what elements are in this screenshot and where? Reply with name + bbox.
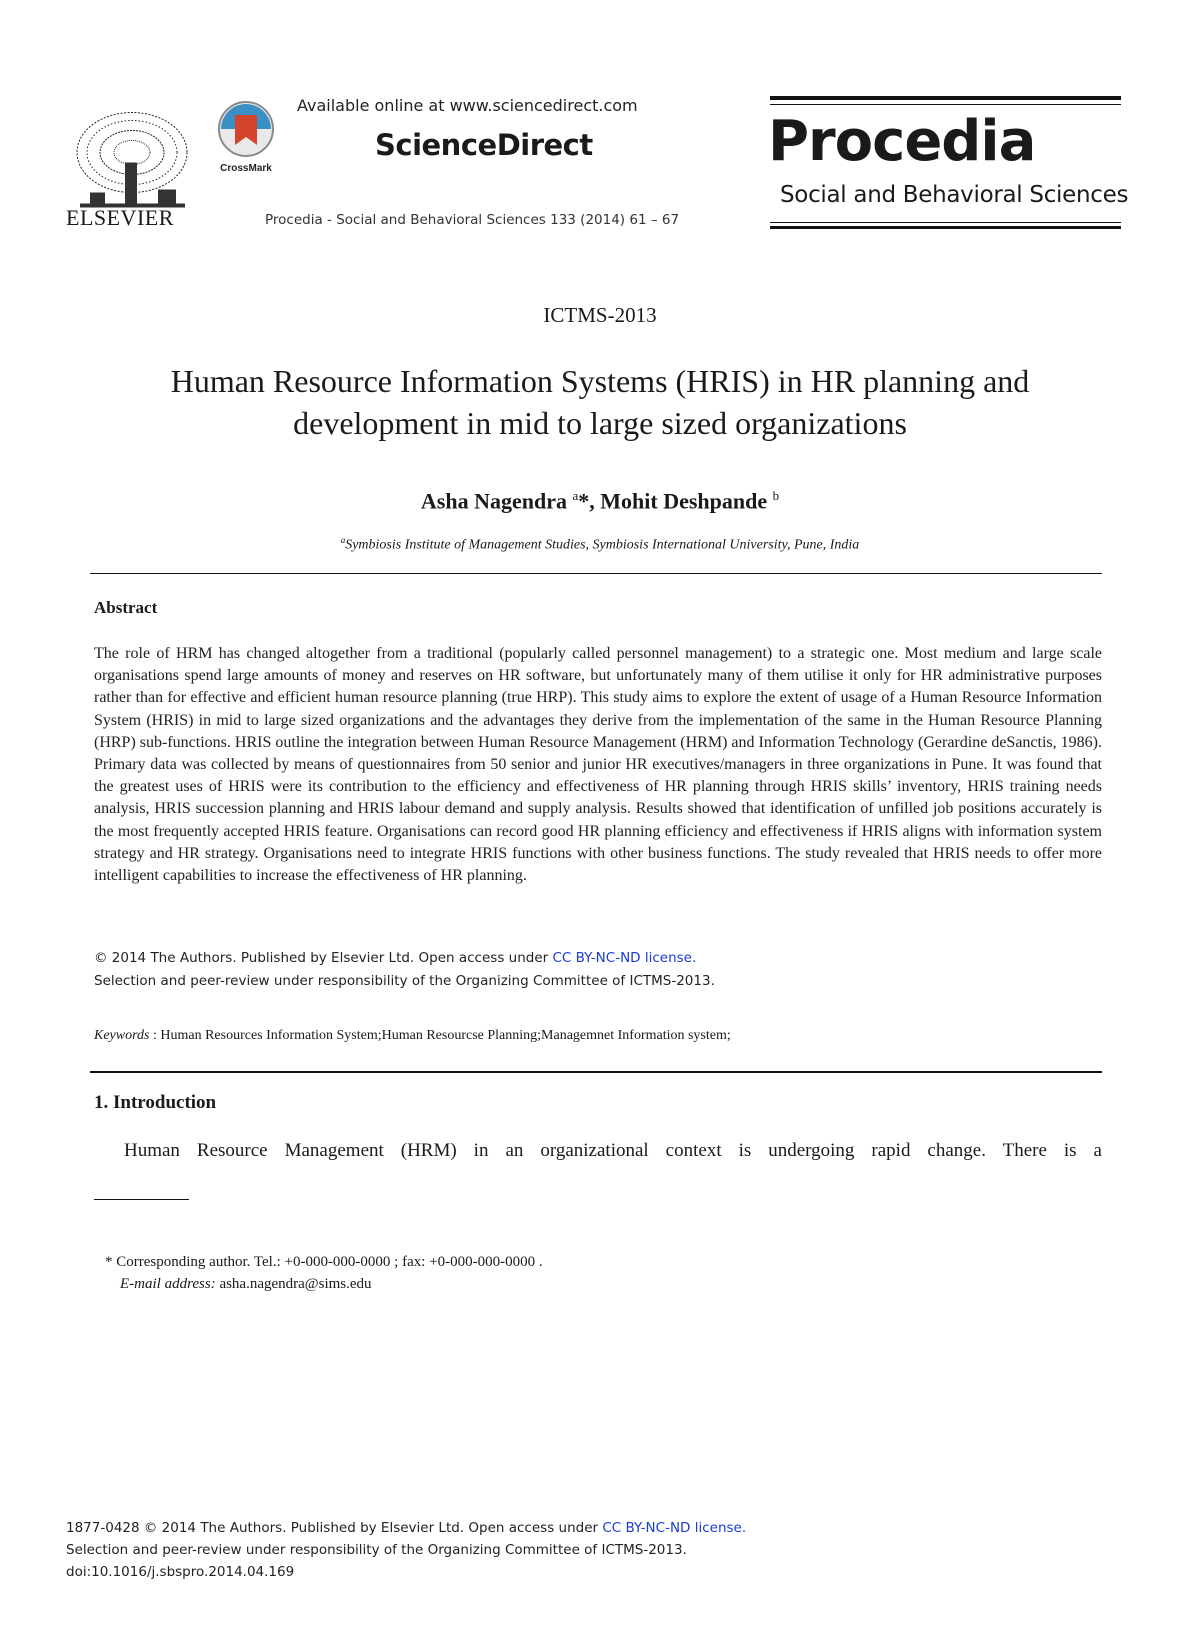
email-address[interactable]: asha.nagendra@sims.edu [215, 1276, 372, 1292]
author-1-affiliation-mark: a [572, 488, 579, 503]
copyright-notice [94, 950, 696, 966]
elsevier-wordmark: ELSEVIER [66, 205, 174, 230]
procedia-logo: Procedia [768, 109, 1036, 174]
procedia-rule-bottom [770, 226, 1121, 229]
affiliation-mark: a [340, 535, 346, 545]
crossmark-label: CrossMark [220, 163, 272, 174]
paper-title-line-2: development in mid to large sized organizations [293, 405, 907, 441]
paper-title-line-1: Human Resource Information Systems (HRIS) in HR planning and [170, 363, 1030, 399]
author-2: Mohit Deshpande [600, 488, 773, 514]
footnote-rule [94, 1199, 189, 1200]
keywords-text: : Human Resources Information System;Human Resourcse Planning;Managemnet Information system; [149, 1028, 731, 1043]
keywords [94, 1028, 731, 1044]
abstract-body: The role of HRM has changed altogether from a traditional (popularly called personnel management) to a strategic one. Most medium and large scale organisations spend large amounts of money and reserves on HR software, but unfortunately many of them utilise it only for HR administrative purposes rather than for effective and efficient human resource planning (true HRP). This study aims to explore the extent of usage of a Human Resource Information System (HRIS) in mid to large sized organizations and the advantages they derive from the implementation of the same in the Human Resource Planning (HRP) sub-functions. HRIS outline the integration between Human Resource Management (HRM) and Information Technology (Gerardine deSanctis, 1986). Primary data was collected by means of questionnaires from 50 senior and junior HR executives/managers in three organizations in Pune. It was found that the greatest uses of HRIS were its contribution to the efficiency and effectiveness of HR planning through HRIS skills’ inventory, HRIS training needs analysis, HRIS succession planning and HRIS labour demand and supply analysis. Results showed that identification of unfilled job positions accurately is the most frequently accepted HRIS feature. Organisations can record good HR planning efficiency and effectiveness if HRIS aligns with information system strategy and HR strategy. Organisations need to integrate HRIS functions with other business functions. The study revealed that HRIS needs to offer more intelligent capabilities to increase the effectiveness of HR planning. [94, 645, 1102, 885]
available-online-text: Available online at www.sciencedirect.com [297, 96, 638, 115]
keywords-bottom-rule [90, 1071, 1102, 1073]
crossmark-icon [210, 95, 282, 175]
email-note [120, 1276, 372, 1293]
email-label: E-mail address: [120, 1276, 216, 1292]
author-1: Asha Nagendra [420, 488, 573, 514]
conference-name: ICTMS-2013 [543, 303, 657, 327]
author-list [0, 488, 1200, 514]
section-heading-introduction: 1. Introduction [94, 1092, 217, 1113]
corresponding-mark: *, [578, 488, 601, 514]
keywords-label: Keywords [94, 1028, 150, 1043]
affiliation [0, 535, 1200, 554]
footer-peer-review: Selection and peer-review under responsibility of the Organizing Committee of ICTMS-2013. [66, 1542, 687, 1558]
corresponding-author-note: * Corresponding author. Tel.: +0-000-000-0000 ; fax: +0-000-000-0000 . [105, 1254, 543, 1270]
procedia-subtitle: Social and Behavioral Sciences [780, 182, 1129, 208]
procedia-rule-bottom-thin [770, 222, 1121, 223]
peer-review-notice: Selection and peer-review under responsibility of the Organizing Committee of ICTMS-2013. [94, 973, 715, 989]
license-link[interactable]: CC BY-NC-ND license. [552, 950, 697, 966]
issn-text: 1877-0428 © 2014 The Authors. Published by Elsevier Ltd. Open access under [66, 1520, 603, 1536]
doi-link[interactable]: doi:10.1016/j.sbspro.2014.04.169 [66, 1564, 295, 1580]
introduction-paragraph: Human Resource Management (HRM) in an organizational context is undergoing rapid change. There is a [124, 1140, 1102, 1161]
crossmark-badge[interactable] [210, 95, 282, 175]
procedia-rule-top-thin [770, 104, 1121, 105]
copyright-text: © 2014 The Authors. Published by Elsevier Ltd. Open access under [94, 950, 553, 966]
issn-line [66, 1520, 746, 1536]
abstract-top-rule [90, 573, 1102, 574]
journal-citation: Procedia - Social and Behavioral Sciences 133 (2014) 61 – 67 [265, 212, 680, 228]
abstract-heading: Abstract [94, 598, 158, 617]
affiliation-text: Symbiosis Institute of Management Studies, Symbiosis International University, Pune, India [345, 537, 860, 553]
paper-title [60, 360, 1140, 444]
author-2-affiliation-mark: b [772, 488, 780, 503]
procedia-rule-top [770, 96, 1121, 100]
sciencedirect-logo: ScienceDirect [375, 128, 593, 162]
footer-license-link[interactable]: CC BY-NC-ND license. [602, 1520, 747, 1536]
